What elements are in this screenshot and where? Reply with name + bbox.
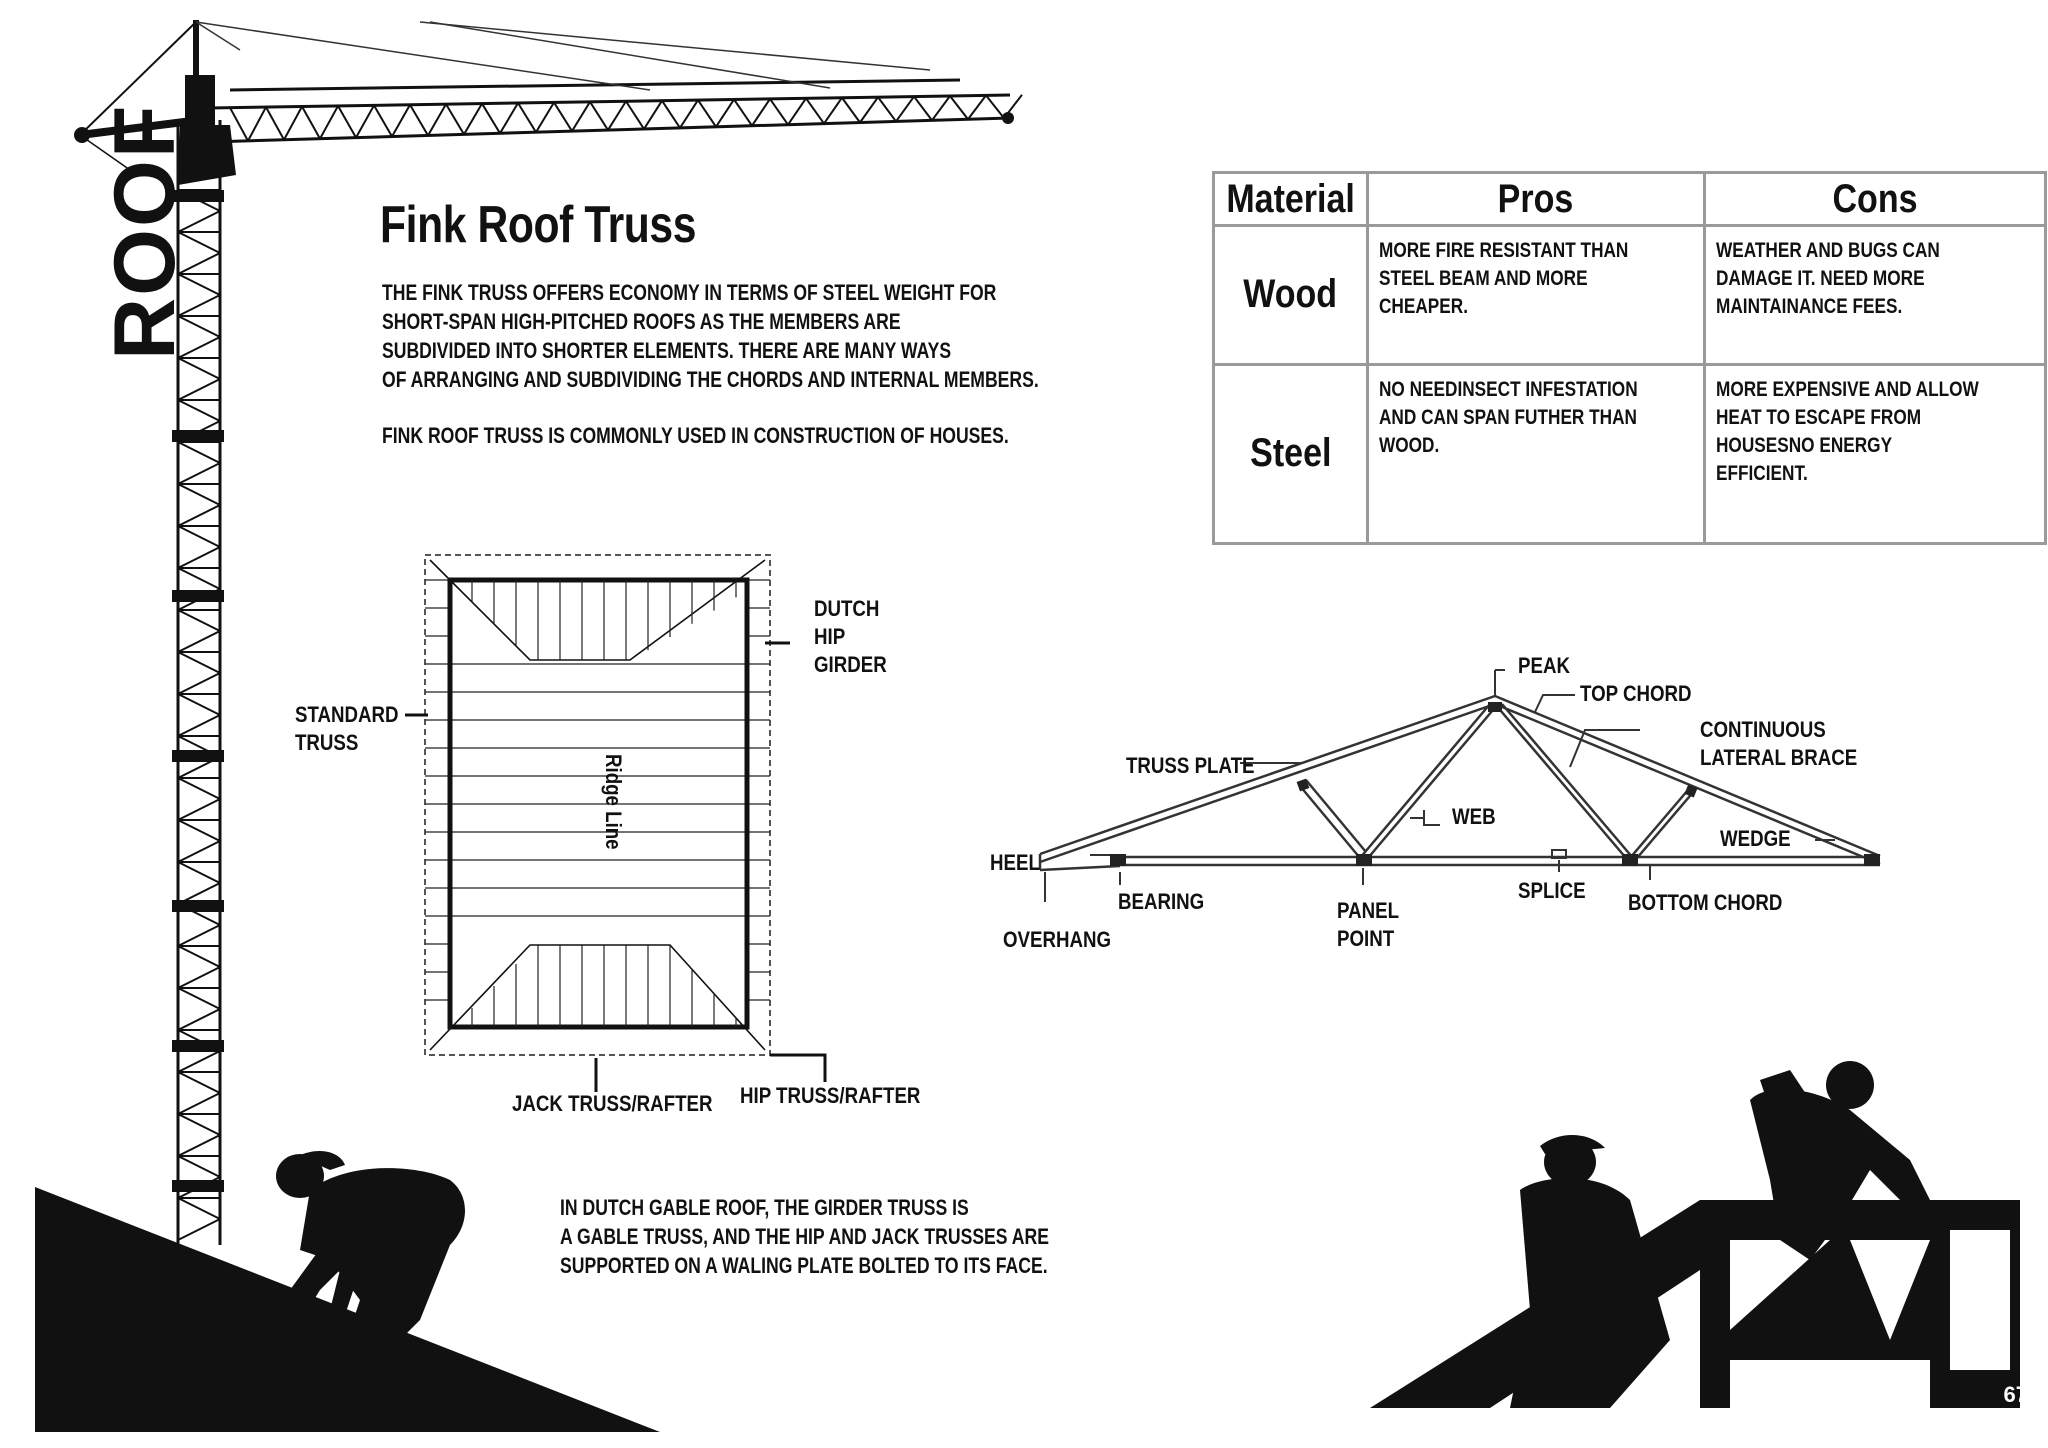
intro-line: THE FINK TRUSS OFFERS ECONOMY IN TERMS OF STEEL WEIGHT FOR [382,280,997,305]
label-continuous-lateral-brace: CONTINUOUS LATERAL BRACE [1700,717,1858,770]
header-pros: Pros [1368,173,1704,226]
intro-paragraph [382,278,1039,394]
footer-paragraph [560,1193,1049,1280]
intro-line: SUBDIVIDED INTO SHORTER ELEMENTS. THERE ARE MANY WAYS [382,338,952,363]
pros-steel: NO NEEDINSECT INFESTATION AND CAN SPAN FUTHER THAN WOOD. [1368,364,1704,543]
table-row [1214,226,2046,365]
material-steel: Steel [1214,364,1368,543]
label-panel-point: PANEL POINT [1337,898,1399,951]
header-material: Material [1214,173,1368,226]
label-hip-truss: HIP TRUSS/RAFTER [740,1083,921,1108]
side-title: ROOF [97,103,193,360]
page-title: Fink Roof Truss [380,196,697,254]
label-heel: HEEL [990,850,1040,875]
label-truss-plate: TRUSS PLATE [1126,753,1255,778]
pros-wood: MORE FIRE RESISTANT THAN STEEL BEAM AND MORE CHEAPER. [1368,226,1704,365]
intro-line: SHORT-SPAN HIGH-PITCHED ROOFS AS THE MEMBERS ARE [382,309,901,334]
label-jack-truss: JACK TRUSS/RAFTER [512,1091,713,1116]
table-header-row [1214,173,2046,226]
footer-line: A GABLE TRUSS, AND THE HIP AND JACK TRUSSES ARE [560,1224,1049,1249]
label-bearing: BEARING [1118,889,1205,914]
table-row [1214,364,2046,543]
footer-line: IN DUTCH GABLE ROOF, THE GIRDER TRUSS IS [560,1195,969,1220]
header-cons: Cons [1704,173,2045,226]
label-web: WEB [1452,804,1496,829]
material-wood: Wood [1214,226,1368,365]
cons-wood: WEATHER AND BUGS CAN DAMAGE IT. NEED MORE MAINTAINANCE FEES. [1704,226,2045,365]
label-peak: PEAK [1518,653,1570,678]
plan-leader-lines [400,640,850,1110]
workers-silhouette-right [1370,1040,2048,1448]
usage-text: FINK ROOF TRUSS IS COMMONLY USED IN CONSTRUCTION OF HOUSES. [382,423,1009,448]
footer-line: SUPPORTED ON A WALING PLATE BOLTED TO ITS FACE. [560,1253,1048,1278]
label-top-chord: TOP CHORD [1580,681,1692,706]
label-bottom-chord: BOTTOM CHORD [1628,890,1783,915]
intro-line: OF ARRANGING AND SUBDIVIDING THE CHORDS AND INTERNAL MEMBERS. [382,367,1039,392]
cons-steel: MORE EXPENSIVE AND ALLOW HEAT TO ESCAPE FROM HOUSESNO ENERGY EFFICIENT. [1704,364,2045,543]
label-dutch-hip-girder: DUTCH HIP GIRDER [814,596,887,677]
label-splice: SPLICE [1518,878,1586,903]
label-ridge-line: Ridge Line [601,754,626,850]
label-overhang: OVERHANG [1003,927,1112,952]
page-number: 67 [2003,1382,2028,1407]
label-wedge: WEDGE [1720,826,1791,851]
label-standard-truss: STANDARD TRUSS [295,702,399,755]
comparison-table [1212,171,2047,545]
